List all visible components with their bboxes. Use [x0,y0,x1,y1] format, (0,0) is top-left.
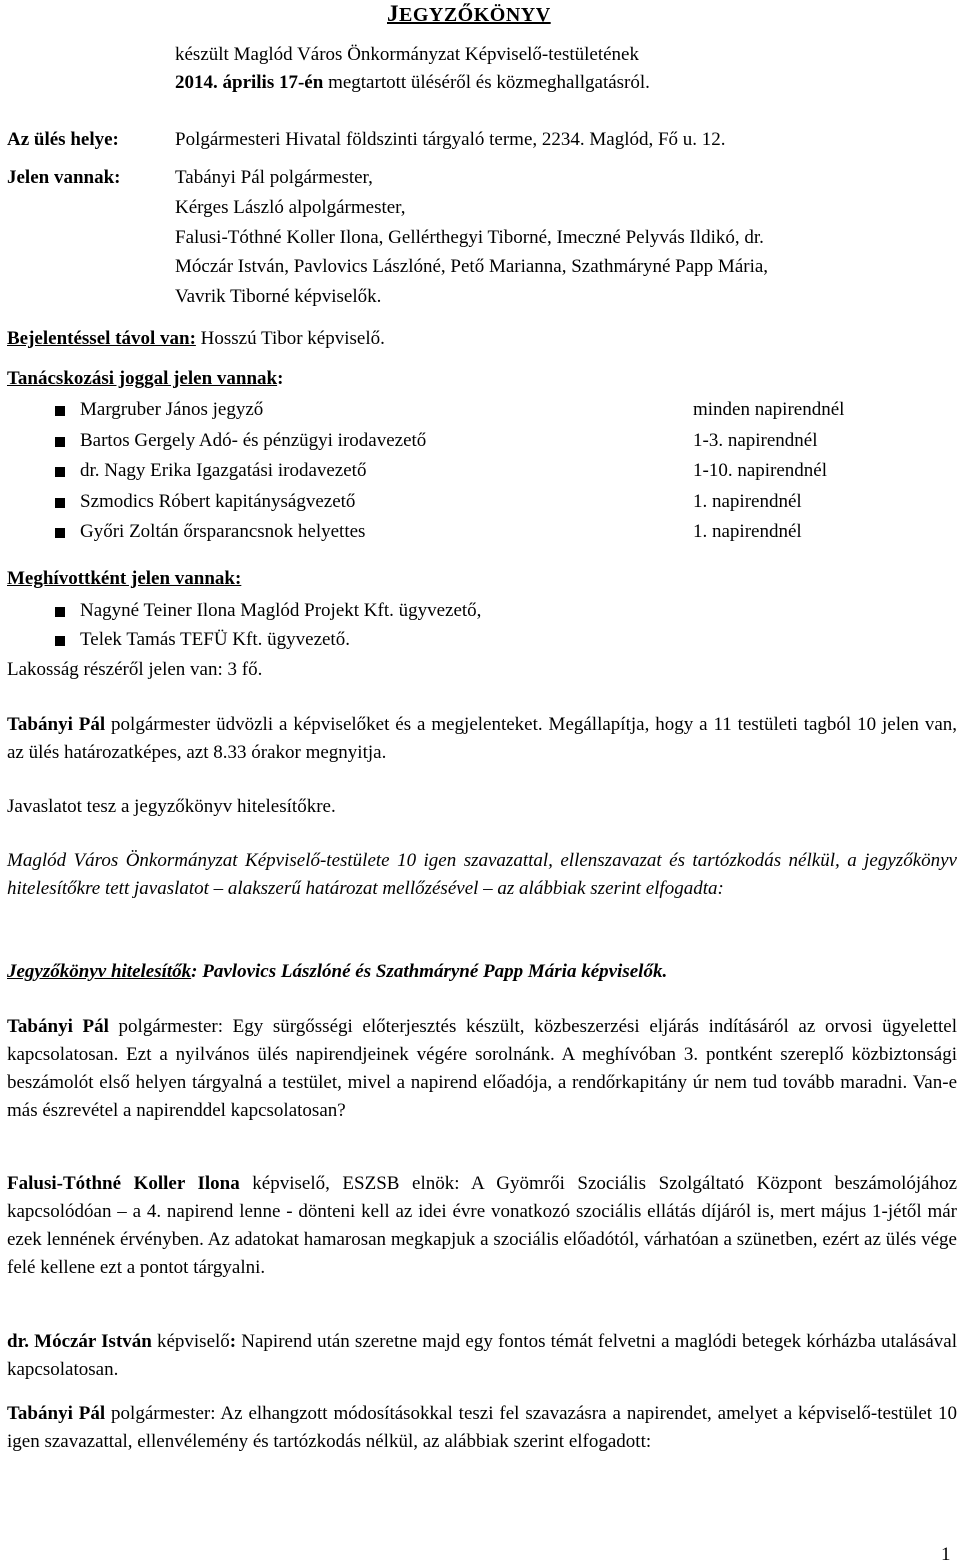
paragraph-resolution: Maglód Város Önkormányzat Képviselő-testülete 10 igen szavazattal, ellenszavazat és tartózkodás nélkül, a jegyzőkönyv hitelesítőkre tett javaslatot – alakszerű határozat mellőzésével – az alábbiak szerint elfogadta: [7,850,957,899]
invited-item: Telek Tamás TEFÜ Kft. ügyvezető. [80,629,350,650]
venue-value: Polgármesteri Hivatal földszinti tárgyaló terme, 2234. Maglód, Fő u. 12. [175,129,726,150]
paragraph-proposal: Javaslatot tesz a jegyzőkönyv hitelesítőkre. [7,796,336,817]
advisory-name: dr. Nagy Erika Igazgatási irodavezető [80,460,367,481]
bullet [55,498,65,508]
page-number: 1 [941,1544,951,1565]
paragraph-moczar: dr. Móczár István képviselő: Napirend után szeretne majd egy fontos témát felvetni a maglódi betegek kórházba utalásával kapcsolatosan. [7,1331,957,1380]
invited-item: Nagyné Teiner Ilona Maglód Projekt Kft. ügyvezető, [80,600,482,621]
advisory-agenda: 1. napirendnél [693,521,802,542]
absent-line: Bejelentéssel távol van: Hosszú Tibor képviselő. [7,328,385,349]
present-line-5: Vavrik Tiborné képviselők. [175,286,382,307]
advisory-name: Győri Zoltán őrsparancsnok helyettes [80,521,366,542]
invited-label: Meghívottként jelen vannak: [7,568,242,589]
paragraph-mayor-agenda: Tabányi Pál polgármester: Egy sürgősségi előterjesztés készült, közbeszerzési eljárás indításáról az orvosi ügyelettel kapcsolatosan. Ezt a nyilvános ülés napirendjeinek végére sorolnánk. A meghívóban 3. pontként szereplő közbiztonsági beszámolót első helyen tárgyalná a testület, mivel a napirend előadója, a rendőrkapitány úr nem tud tovább maradni. Van-e más észrevétel a napirenddel kapcsolatosan? [7,1016,958,1121]
bullet [55,607,65,617]
bullet [55,406,65,416]
header-line-1: készült Maglód Város Önkormányzat Képviselő-testületének [175,44,639,65]
advisory-name: Margruber János jegyző [80,399,264,420]
bullet [55,528,65,538]
advisory-label: Tanácskozási joggal jelen vannak: [7,368,284,389]
present-line-2: Kérges László alpolgármester, [175,197,406,218]
header-line-2: 2014. április 17-én megtartott üléséről és közmeghallgatásról. [175,72,650,93]
bullet [55,636,65,646]
paragraph-opening: Tabányi Pál polgármester üdvözli a képviselőket és a megjelenteket. Megállapítja, hogy a 11 testületi tagból 10 jelen van, az ülés határozatképes, azt 8.33 órakor megnyitja. [7,714,957,763]
present-line-1: Tabányi Pál polgármester, [175,167,373,188]
present-line-4: Móczár István, Pavlovics Lászlóné, Pető Marianna, Szathmáryné Papp Mária, [175,256,769,277]
advisory-agenda: minden napirendnél [693,399,845,420]
advisory-agenda: 1-3. napirendnél [693,430,818,451]
public-attendance: Lakosság részéről jelen van: 3 fő. [7,659,263,680]
bullet [55,467,65,477]
paragraph-authenticators: Jegyzőkönyv hitelesítők: Pavlovics Lászlóné és Szathmáryné Papp Mária képviselők. [7,961,668,982]
bullet [55,437,65,447]
paragraph-vote: Tabányi Pál polgármester: Az elhangzott módosításokkal teszi fel szavazásra a napirendet, amelyet a képviselő-testület 10 igen szavazattal, ellenvélemény és tartózkodás nélkül, az alábbiak szerint elfogadott: [7,1403,957,1452]
paragraph-falusi: Falusi-Tóthné Koller Ilona képviselő, ESZSB elnök: A Gyömrői Szociális Szolgáltató Központ beszámolójához kapcsolódóan – a 4. napirend lenne - dönteni kell az idei évre vonatkozó szociális ellátás díjáról is, mert május 1-jétől már ezek lennének érvényben. Az adatokat hamarosan megkapjuk a szociális előadótól, várhatóan a szünetben, ezért az ülés vége felé kellene ezt a pontot tárgyalni. [7,1173,958,1278]
advisory-agenda: 1-10. napirendnél [693,460,828,481]
venue-label: Az ülés helye: [7,129,119,150]
advisory-agenda: 1. napirendnél [693,491,802,512]
advisory-name: Bartos Gergely Adó- és pénzügyi irodavezető [80,430,427,451]
document-title: JEGYZŐKÖNYV [387,1,551,26]
advisory-name: Szmodics Róbert kapitányságvezető [80,491,356,512]
present-label: Jelen vannak: [7,167,121,188]
present-line-3: Falusi-Tóthné Koller Ilona, Gellérthegyi Tiborné, Imeczné Pelyvás Ildikó, dr. [175,227,764,248]
